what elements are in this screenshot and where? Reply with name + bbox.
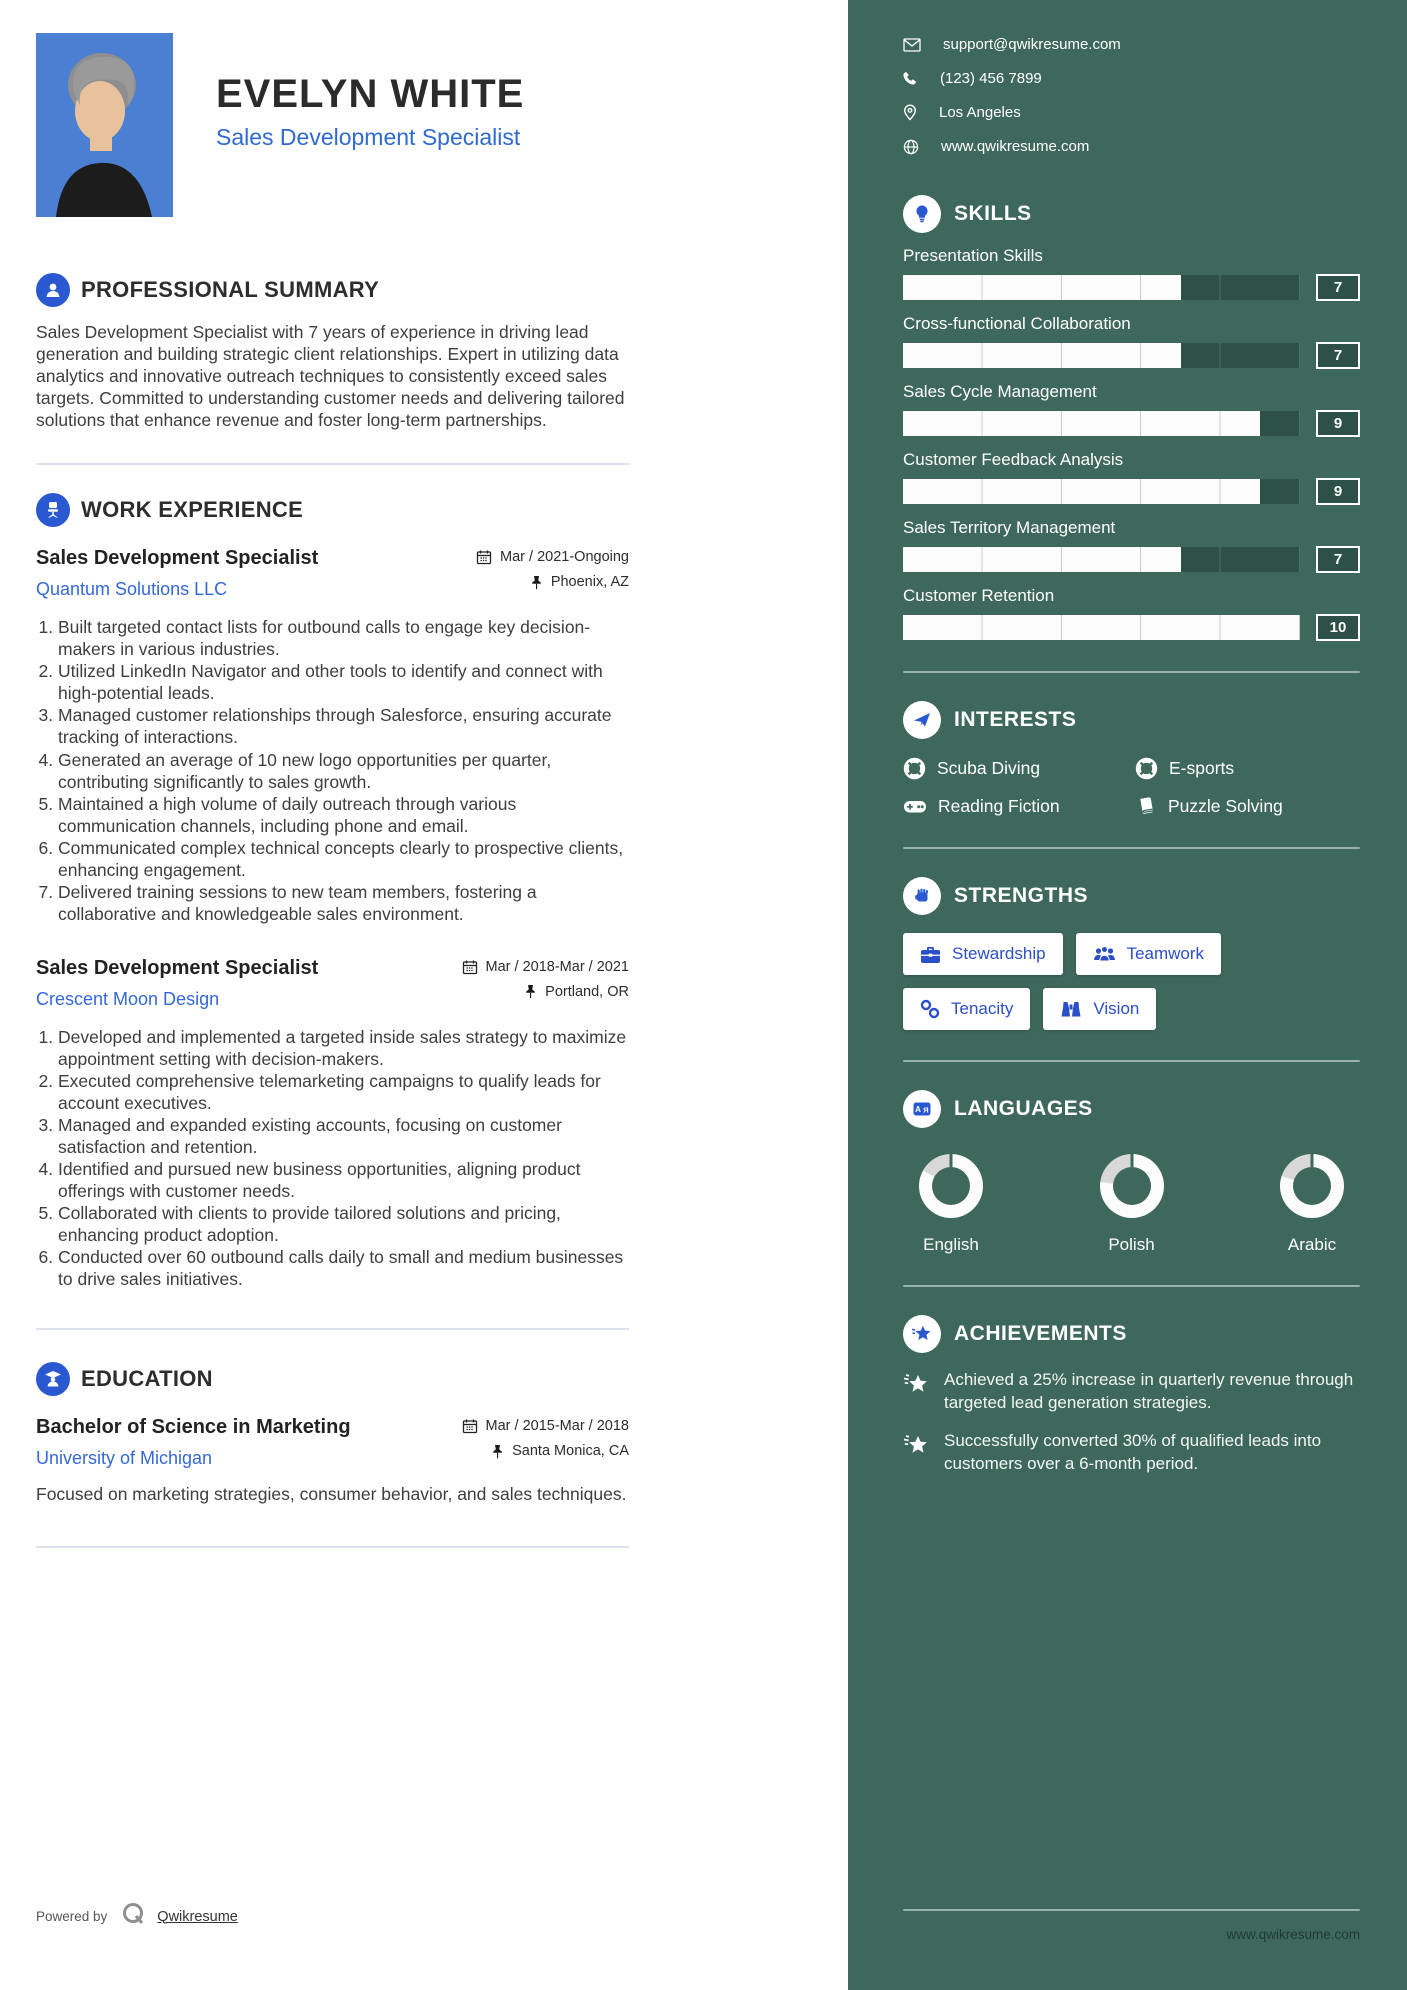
link-icon [920, 999, 940, 1019]
contact-website[interactable]: www.qwikresume.com [903, 138, 1360, 155]
job-bullet: 7. Delivered training sessions to new team members, fostering a collaborative and knowledgeable sales environment. [58, 881, 629, 925]
skill-item [903, 586, 1360, 641]
interests-section [903, 701, 1360, 817]
shooting-star-icon [903, 1430, 929, 1475]
skill-score: 7 [1316, 274, 1360, 301]
star-icon [903, 1315, 941, 1353]
briefcase-icon [920, 945, 941, 964]
interest-item: Scuba Diving [903, 757, 1135, 780]
languages-section [903, 1090, 1360, 1255]
map-pin-icon [903, 104, 917, 121]
gamepad-icon [903, 798, 927, 815]
book-icon [1135, 795, 1157, 817]
job-bullet: 1. Developed and implemented a targeted inside sales strategy to maximize appointment setting with decision-makers. [58, 1026, 629, 1070]
skills-heading: SKILLS [954, 202, 1032, 225]
team-icon [1093, 945, 1116, 963]
left-footer [36, 1901, 629, 1990]
interest-item: E-sports [1135, 757, 1360, 780]
job-bullet: 6. Conducted over 60 outbound calls daily to small and medium businesses to drive sales initiatives. [58, 1246, 629, 1290]
skill-name: Sales Territory Management [903, 518, 1116, 537]
profile-photo-illustration [36, 33, 173, 217]
candidate-name: EVELYN WHITE [216, 72, 525, 116]
job-bullet-list [36, 616, 629, 925]
job-title: Sales Development Specialist [36, 547, 319, 570]
job-entry-2 [36, 957, 629, 1291]
qwikresume-logo-icon [121, 1901, 147, 1932]
contact-list [903, 36, 1360, 155]
job-date: Mar / 2021-Ongoing [500, 549, 629, 566]
lightbulb-icon [903, 195, 941, 233]
sidebar-footer [903, 1909, 1360, 1942]
skill-bar [903, 343, 1300, 368]
skill-bar-fill [903, 547, 1181, 572]
footer-website-link[interactable]: www.qwikresume.com [1226, 1927, 1360, 1942]
language-item: Arabic [1280, 1154, 1344, 1255]
powered-by-label: Powered by [36, 1909, 108, 1924]
skill-score: 7 [1316, 342, 1360, 369]
shooting-star-icon [903, 1369, 929, 1414]
language-donut-chart [1100, 1154, 1164, 1218]
contact-email[interactable]: support@qwikresume.com [903, 36, 1360, 53]
skill-name: Customer Feedback Analysis [903, 450, 1124, 469]
globe-icon [903, 139, 919, 155]
achievement-item: Achieved a 25% increase in quarterly revenue through targeted lead generation strategies. [903, 1369, 1360, 1414]
interest-item: Reading Fiction [903, 795, 1135, 817]
calendar-icon [476, 549, 492, 565]
achievements-heading: ACHIEVEMENTS [954, 1322, 1127, 1345]
skill-item [903, 314, 1360, 369]
job-location: Phoenix, AZ [550, 574, 629, 591]
strength-badge: Vision [1043, 988, 1156, 1030]
sidebar-divider [903, 847, 1360, 849]
skill-name: Presentation Skills [903, 246, 1043, 265]
skill-name: Sales Cycle Management [903, 382, 1097, 401]
job-company: Crescent Moon Design [36, 988, 220, 1009]
skill-bar [903, 547, 1300, 572]
summary-section-header [36, 273, 629, 307]
svg-text:Я: Я [923, 1105, 929, 1115]
interest-item: Puzzle Solving [1135, 795, 1360, 817]
skill-item [903, 246, 1360, 301]
job-entry-1 [36, 547, 629, 925]
job-bullet: 6. Communicated complex technical concepts clearly to prospective clients, enhancing engagement. [58, 837, 629, 881]
strength-badge: Stewardship [903, 933, 1063, 975]
divider [36, 1328, 629, 1330]
sidebar-divider [903, 671, 1360, 673]
job-bullet: 2. Executed comprehensive telemarketing campaigns to qualify leads for account executives. [58, 1070, 629, 1114]
skill-name: Customer Retention [903, 586, 1055, 605]
job-bullet: 5. Maintained a high volume of daily outreach through various communication channels, including phone and email. [58, 793, 629, 837]
skill-score: 7 [1316, 546, 1360, 573]
education-description: Focused on marketing strategies, consumer behavior, and sales techniques. [36, 1484, 627, 1505]
achievements-section [903, 1315, 1360, 1475]
phone-icon [903, 71, 918, 86]
lifebuoy-icon [903, 757, 926, 780]
job-bullet: 4. Generated an average of 10 new logo opportunities per quarter, contributing significantly to sales growth. [58, 749, 629, 793]
strengths-section [903, 877, 1360, 1030]
contact-phone: (123) 456 7899 [903, 70, 1360, 87]
summary-text: Sales Development Specialist with 7 years of experience in driving lead generation and building strategic client relationships. Expert in utilizing data analytics and innovative outreach techniques to consistently exceed sales targets. Committed to understanding customer needs and delivering tailored solutions that enhance revenue and foster long-term partnerships. [36, 322, 625, 431]
user-icon [36, 273, 70, 307]
identity-header [36, 33, 629, 217]
education-location: Santa Monica, CA [512, 1443, 629, 1460]
skill-score: 10 [1316, 614, 1360, 641]
summary-heading: PROFESSIONAL SUMMARY [81, 277, 380, 302]
language-donut-chart [919, 1154, 983, 1218]
school: University of Michigan [36, 1448, 213, 1469]
skill-bar-fill [903, 275, 1181, 300]
sidebar-divider [903, 1285, 1360, 1287]
qwikresume-link[interactable]: Qwikresume [157, 1908, 238, 1925]
sidebar-divider [903, 1909, 1360, 1911]
binoculars-icon [1060, 1000, 1082, 1018]
skill-bar-fill [903, 479, 1260, 504]
strengths-heading: STRENGTHS [954, 884, 1089, 907]
job-company: Quantum Solutions LLC [36, 579, 228, 600]
skill-bar [903, 615, 1300, 640]
divider [36, 463, 629, 465]
pushpin-icon [524, 984, 537, 999]
paper-plane-icon [903, 701, 941, 739]
work-heading: WORK EXPERIENCE [81, 497, 304, 523]
job-bullet: 2. Utilized LinkedIn Navigator and other tools to identify and connect with high-potential leads. [58, 660, 629, 704]
calendar-icon [462, 1418, 478, 1434]
skill-bar [903, 275, 1300, 300]
fist-icon [903, 877, 941, 915]
translate-icon [903, 1090, 941, 1128]
skill-score: 9 [1316, 478, 1360, 505]
skill-bar-fill [903, 343, 1181, 368]
education-heading: EDUCATION [81, 1366, 213, 1392]
skill-name: Cross-functional Collaboration [903, 314, 1131, 333]
divider [36, 1546, 629, 1548]
sidebar [848, 0, 1407, 1990]
education-date: Mar / 2015-Mar / 2018 [485, 1418, 629, 1435]
office-chair-icon [36, 493, 70, 527]
skill-bar-fill [903, 615, 1300, 640]
mail-icon [903, 38, 921, 52]
languages-heading: LANGUAGES [954, 1097, 1093, 1120]
language-donut-chart [1280, 1154, 1344, 1218]
job-date: Mar / 2018-Mar / 2021 [485, 958, 629, 975]
job-bullet: 5. Collaborated with clients to provide tailored solutions and pricing, enhancing product adoption. [58, 1202, 629, 1246]
skill-item [903, 382, 1360, 437]
skill-item [903, 450, 1360, 505]
candidate-title: Sales Development Specialist [216, 124, 521, 150]
job-title: Sales Development Specialist [36, 956, 319, 979]
job-bullet: 3. Managed customer relationships through Salesforce, ensuring accurate tracking of interactions. [58, 704, 629, 748]
svg-text:A: A [915, 1104, 921, 1114]
pushpin-icon [530, 575, 543, 590]
sidebar-divider [903, 1060, 1360, 1062]
achievement-item: Successfully converted 30% of qualified leads into customers over a 6-month period. [903, 1430, 1360, 1475]
strength-badge: Teamwork [1076, 933, 1221, 975]
graduate-icon [36, 1362, 70, 1396]
strength-badge: Tenacity [903, 988, 1030, 1030]
work-section-header [36, 493, 629, 527]
language-item: English [919, 1154, 983, 1255]
interests-heading: INTERESTS [954, 708, 1077, 731]
contact-location: Los Angeles [903, 104, 1360, 121]
language-item: Polish [1100, 1154, 1164, 1255]
degree: Bachelor of Science in Marketing [36, 1416, 351, 1439]
skills-list [903, 246, 1360, 641]
skill-bar [903, 411, 1300, 436]
skills-section [903, 195, 1360, 641]
skill-bar [903, 479, 1300, 504]
job-location: Portland, OR [545, 983, 629, 1000]
job-bullet: 4. Identified and pursued new business opportunities, aligning product offerings with customer needs. [58, 1158, 629, 1202]
skill-item [903, 518, 1360, 573]
job-bullet: 1. Built targeted contact lists for outbound calls to engage key decision-makers in various industries. [58, 616, 629, 660]
job-bullet-list [36, 1026, 629, 1291]
skill-bar-fill [903, 411, 1260, 436]
calendar-icon [462, 959, 478, 975]
profile-photo [36, 33, 173, 217]
job-bullet: 3. Managed and expanded existing accounts, focusing on customer satisfaction and retention. [58, 1114, 629, 1158]
skill-score: 9 [1316, 410, 1360, 437]
pushpin-icon [491, 1444, 504, 1459]
education-section [36, 1362, 629, 1505]
lifebuoy-icon [1135, 757, 1158, 780]
